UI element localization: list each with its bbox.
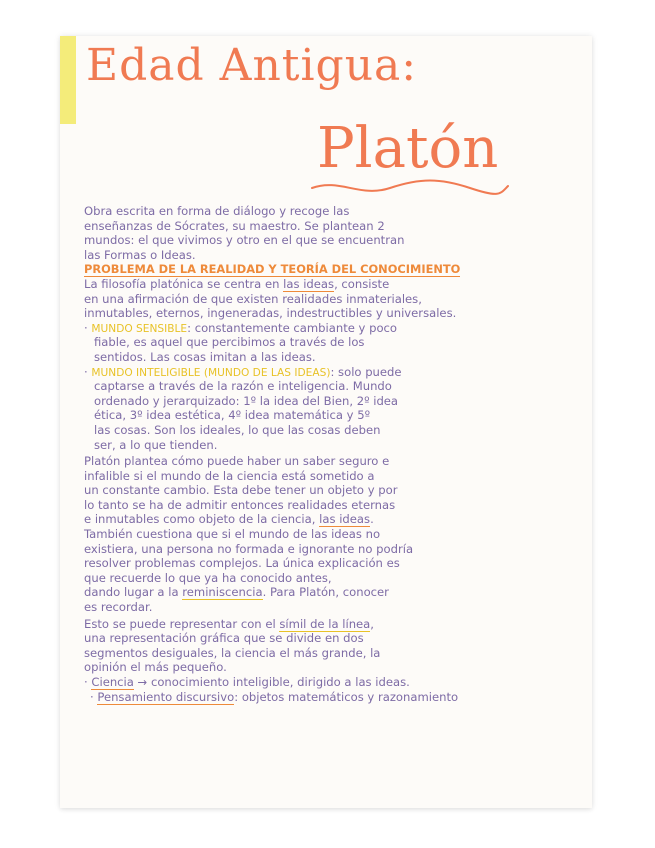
underlined-term: las ideas [319, 512, 371, 527]
text-line: es recordar. [84, 600, 153, 615]
text-span: e inmutables como objeto de la ciencia, [84, 512, 316, 527]
text-line: Obra escrita en forma de diálogo y recoge las [84, 204, 350, 218]
text-line: Platón plantea cómo puede haber un saber seguro e [84, 454, 390, 469]
bullet: · [84, 675, 88, 689]
text-line [84, 277, 584, 292]
section-heading-text: PROBLEMA DE LA REALIDAD Y TEORÍA DEL CONOCIMIENTO [84, 262, 461, 277]
list-item [84, 675, 584, 690]
text-line: captarse a través de la razón e inteligencia. Mundo [94, 379, 392, 394]
text-line: resolver problemas complejos. La única explicación es [84, 556, 400, 571]
mundo-sensible-item [84, 321, 584, 365]
text-line: opinión el más pequeño. [84, 660, 227, 675]
mundo-sensible-label: MUNDO SENSIBLE [91, 322, 188, 335]
text-line [84, 365, 584, 380]
text-line [84, 512, 584, 527]
underlined-term: reminiscencia [182, 585, 263, 600]
text-line [84, 585, 584, 600]
text-span: . [370, 512, 374, 527]
text-span: . Para Platón, conocer [262, 585, 389, 600]
text-line: segmentos desiguales, la ciencia el más grande, la [84, 645, 381, 660]
text-line: un constante cambio. Esta debe tener un objeto y por [84, 483, 398, 498]
text-line: existiera, una persona no formada e ignorante no podría [84, 541, 414, 556]
text-span: : constantemente cambiante y poco [187, 320, 398, 335]
text-line: inmutables, eternos, ingeneradas, indestructibles y universales. [84, 306, 457, 321]
text-line [84, 617, 584, 632]
realidad-paragraph [84, 277, 584, 321]
intro-paragraph [84, 204, 584, 262]
text-span: dando lugar a la [84, 585, 179, 600]
text-line: las Formas o Ideas. [84, 247, 196, 262]
bullet: · [90, 689, 94, 704]
text-line: mundos: el que vivimos y otro en el que se encuentran [84, 233, 405, 248]
text-span: , [370, 616, 374, 631]
text-line: en una afirmación de que existen realidades inmateriales, [84, 291, 422, 306]
text-line: ser, a lo que tienden. [94, 437, 218, 452]
underlined-term: las ideas [283, 276, 335, 291]
text-line: fiable, es aquel que percibimos a través de los [94, 335, 365, 350]
text-line: ética, 3º idea estética, 4º idea matemática y 5º [94, 408, 371, 423]
list-item [84, 690, 584, 705]
text-line: infalible si el mundo de la ciencia está sometido a [84, 468, 375, 483]
notebook-page [60, 36, 592, 808]
text-line: También cuestiona que si el mundo de las ideas no [84, 527, 381, 542]
arrow-icon: → [133, 675, 151, 689]
linea-list [84, 675, 584, 704]
underlined-term: símil de la línea [279, 616, 371, 631]
text-line [84, 321, 584, 336]
text-line: las cosas. Son los ideales, lo que las cosas deben [94, 422, 381, 437]
saber-seguro-paragraph [84, 454, 584, 615]
wavy-underline-decoration [310, 176, 510, 200]
text-span: Esto se puede representar con el [84, 616, 276, 631]
text-span: : objetos matemáticos y razonamiento [234, 689, 459, 704]
title-line-2: Platón [317, 116, 499, 181]
bullet: · [84, 364, 88, 379]
pensamiento-discursivo-label: Pensamiento discursivo [97, 689, 235, 704]
mundo-inteligible-item [84, 365, 584, 453]
notes-body [84, 204, 584, 704]
section-heading [84, 262, 584, 277]
text-line: lo tanto se ha de admitir entonces realidades eternas [84, 497, 396, 512]
yellow-tab-marker [60, 36, 76, 124]
title-line-1: Edad Antigua: [86, 40, 418, 91]
text-span: : solo puede [330, 364, 402, 379]
simil-linea-paragraph [84, 617, 584, 675]
text-span: conocimiento inteligible, dirigido a las ideas. [150, 675, 410, 689]
mundo-inteligible-label: MUNDO INTELIGIBLE (MUNDO DE LAS IDEAS) [91, 366, 331, 379]
text-span: , consiste [334, 276, 390, 291]
ciencia-label: Ciencia [91, 675, 134, 689]
text-line: una representación gráfica que se divide en dos [84, 631, 364, 646]
text-line: enseñanzas de Sócrates, su maestro. Se plantean 2 [84, 218, 385, 233]
text-line: ordenado y jerarquizado: 1º la idea del Bien, 2º idea [94, 393, 399, 408]
text-line: sentidos. Las cosas imitan a las ideas. [94, 349, 316, 364]
text-line: que recuerde lo que ya ha conocido antes, [84, 570, 332, 585]
bullet: · [84, 320, 88, 335]
text-span: La filosofía platónica se centra en [84, 276, 280, 291]
